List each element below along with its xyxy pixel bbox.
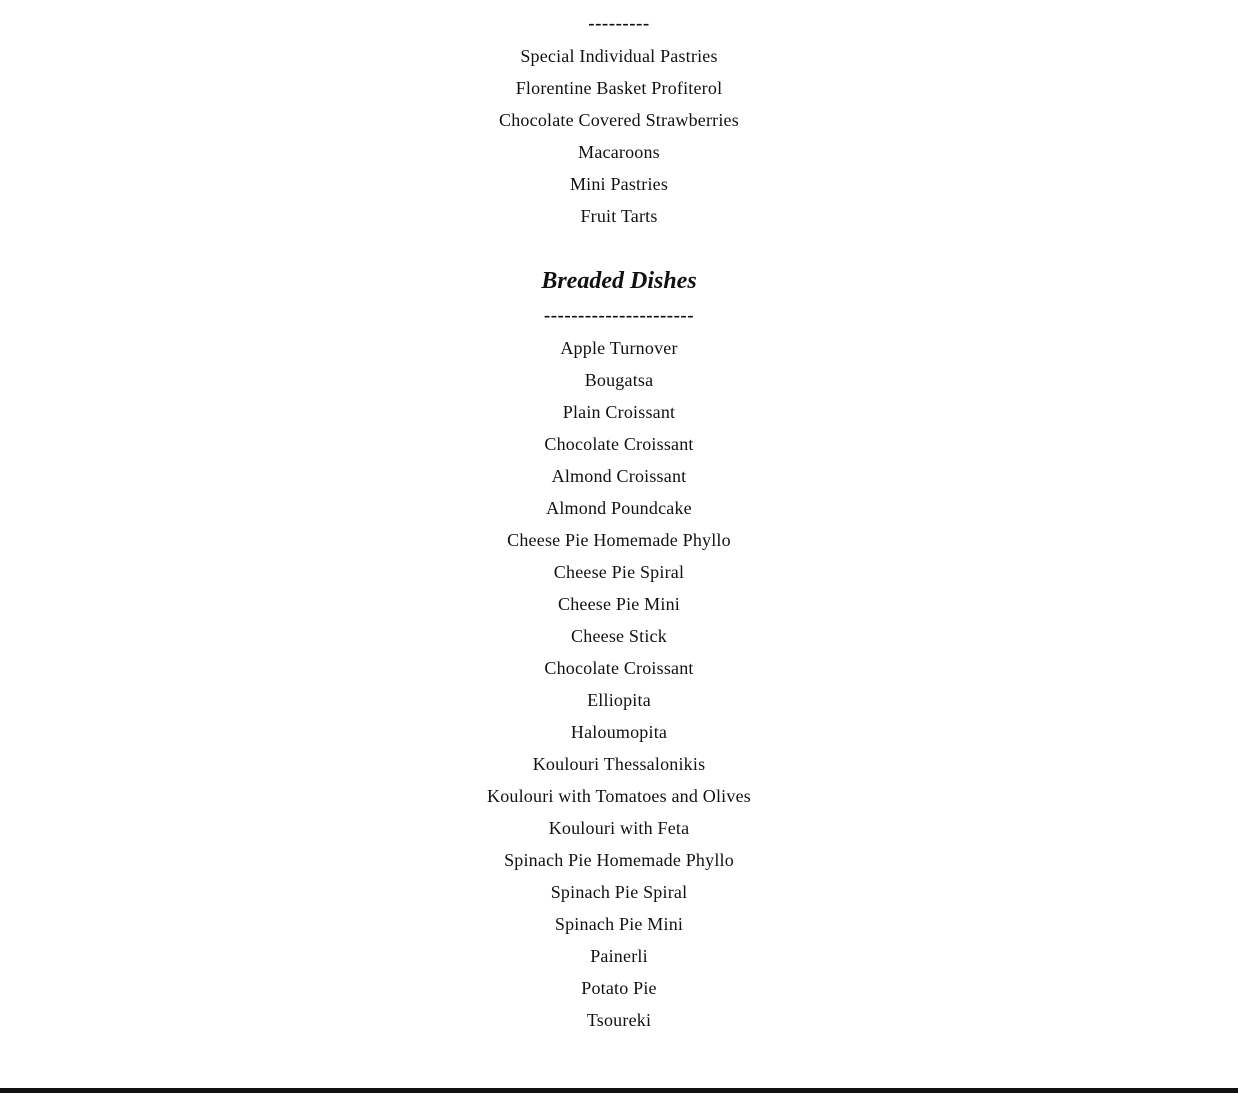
pastries-list — [0, 40, 1238, 232]
menu-item: Cheese Pie Spiral — [553, 562, 685, 582]
menu-item: Apple Turnover — [560, 338, 678, 358]
menu-item: Almond Poundcake — [546, 498, 692, 518]
section-heading: Breaded Dishes — [541, 268, 697, 294]
menu-item: Spinach Pie Spiral — [550, 882, 688, 902]
menu-item: Koulouri with Tomatoes and Olives — [487, 786, 751, 806]
menu-item: Spinach Pie Mini — [554, 914, 684, 934]
menu-item: Koulouri Thessalonikis — [532, 754, 706, 774]
menu-item: Potato Pie — [581, 978, 657, 998]
menu-item: Almond Croissant — [551, 466, 687, 486]
menu-item: Mini Pastries — [569, 174, 669, 194]
breaded-dishes-section — [0, 262, 1238, 1036]
section-divider: ---------------------- — [543, 305, 695, 326]
menu-item: Cheese Pie Homemade Phyllo — [507, 530, 731, 550]
menu-item: Macaroons — [578, 142, 660, 162]
menu-item: Spinach Pie Homemade Phyllo — [504, 850, 734, 870]
pastries-section — [0, 8, 1238, 232]
menu-item: Fruit Tarts — [580, 206, 658, 226]
footer-divider-bar — [0, 1088, 1238, 1093]
menu-item: Special Individual Pastries — [520, 46, 718, 66]
menu-item: Painerli — [590, 946, 648, 966]
menu-item: Florentine Basket Profiterol — [515, 78, 723, 98]
menu-item: Bougatsa — [584, 370, 654, 390]
menu-item: Chocolate Croissant — [544, 434, 694, 454]
menu-item: Cheese Pie Mini — [558, 594, 680, 614]
menu-item: Plain Croissant — [562, 402, 676, 422]
menu-item: Haloumopita — [570, 722, 668, 742]
menu-item: Chocolate Croissant — [544, 658, 694, 678]
section-divider: --------- — [588, 13, 650, 34]
menu-item: Chocolate Covered Strawberries — [499, 110, 739, 130]
menu-item: Koulouri with Feta — [548, 818, 690, 838]
menu-item: Tsoureki — [586, 1010, 652, 1030]
breaded-dishes-list — [0, 332, 1238, 1036]
menu-item: Cheese Stick — [571, 626, 667, 646]
menu-item: Elliopita — [587, 690, 651, 710]
